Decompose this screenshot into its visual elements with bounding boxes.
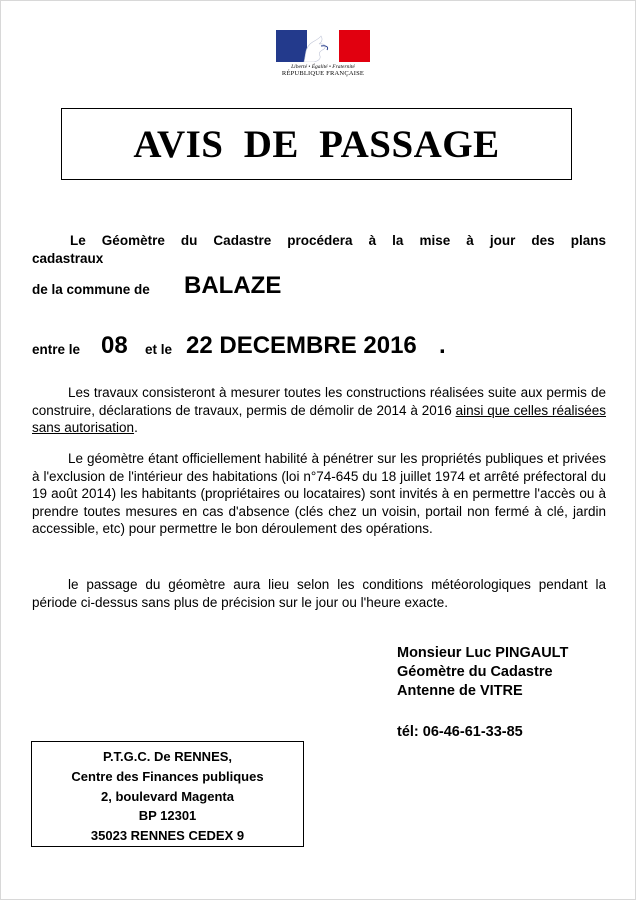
address-line-2: Centre des Finances publiques [71, 768, 264, 784]
address-line-5: 35023 RENNES CEDEX 9 [90, 828, 245, 844]
signature-office: Antenne de VITRE [397, 683, 523, 699]
address-box [31, 741, 304, 847]
paragraph-works-text: Les travaux consisteront à mesurer toutes les constructions réalisées suite aux permis de construire, déclarations de travaux, permis de démolir de 2014 à 2016 [32, 385, 606, 418]
end-punct: . [439, 332, 446, 359]
signature-role: Géomètre du Cadastre [397, 664, 553, 680]
paragraph-works-underlined: ainsi que celles réalisées sans autorisation [32, 402, 606, 436]
republic-logo [276, 30, 370, 77]
end-date: 22 DECEMBRE 2016 [186, 332, 417, 359]
paragraph-works-end: . [134, 420, 138, 436]
signature-block [397, 644, 568, 701]
address-line-3: 2, boulevard Magenta [101, 788, 234, 804]
start-day: 08 [101, 332, 128, 359]
signature-phone: tél: 06-46-61-33-85 [397, 724, 523, 740]
signature-name: Monsieur Luc PINGAULT [397, 645, 569, 661]
paragraph-weather [32, 576, 606, 611]
dates-prefix: entre le [32, 342, 81, 357]
paragraph-weather-text: le passage du géomètre aura lieu selon les conditions météorologiques pendant la période ci-dessus sans plus de précision sur le jour ou l'heure exacte. [32, 577, 606, 610]
page-title: AVIS DE PASSAGE [133, 122, 500, 166]
marianne-flag-icon [276, 30, 370, 62]
address-line-1: P.T.G.C. De RENNES, [102, 749, 233, 764]
dates-middle: et le [145, 342, 173, 357]
republic-motto: Liberté • Égalité • Fraternité [291, 64, 355, 70]
commune-name: BALAZE [184, 272, 282, 299]
paragraph-works [32, 384, 606, 437]
commune-prefix: de la commune de [32, 282, 150, 297]
intro-line-2: cadastraux [32, 251, 104, 266]
title-box [61, 108, 572, 180]
paragraph-access-text: Le géomètre étant officiellement habilité à pénétrer sur les propriétés publiques et privées à l'exclusion de l'intérieur des habitations (loi n°74-645 du 18 juillet 1974 et arrêté préfectoral du 19 août 2014) les habitants (propriétaires ou locataires) sont invités à en permettre l'accès ou à prendre toutes mesures en cas d'absence (clés chez un voisin, portail non fermé à clé, jardin accessible, etc) pour permettre le bon déroulement des opérations. [32, 451, 606, 537]
paragraph-access [32, 450, 606, 538]
republic-name: RÉPUBLIQUE FRANÇAISE [281, 70, 365, 77]
intro-line-1: Le Géomètre du Cadastre procédera à la mise à jour des plans [70, 233, 606, 248]
address-line-4: BP 12301 [138, 808, 197, 824]
